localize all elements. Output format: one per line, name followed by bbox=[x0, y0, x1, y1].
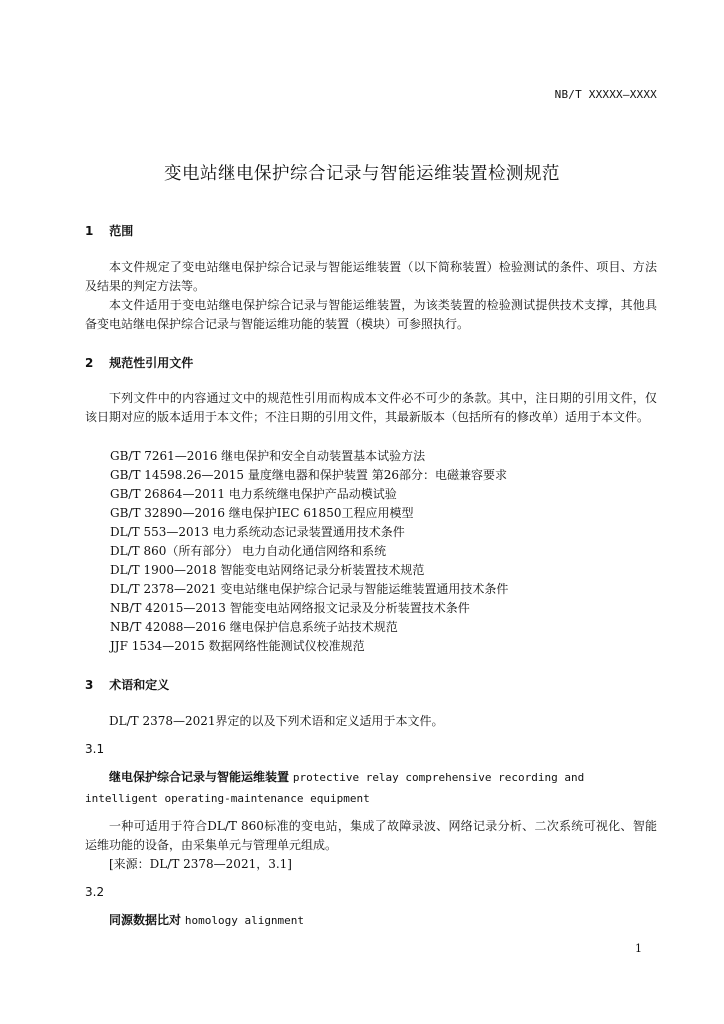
reference-item: DL/T 2378—2021 变电站继电保护综合记录与智能运维装置通用技术条件 bbox=[110, 582, 509, 596]
standard-number: NB/T XXXXX—XXXX bbox=[554, 88, 657, 101]
reference-item: NB/T 42088—2016 继电保护信息系统子站技术规范 bbox=[110, 620, 398, 634]
section-1-heading bbox=[85, 222, 133, 239]
section-number: 3 bbox=[85, 678, 94, 692]
term-english: homology alignment bbox=[184, 914, 305, 927]
term-entry bbox=[85, 767, 657, 809]
term-number: 3.1 bbox=[85, 742, 105, 756]
reference-item: DL/T 1900—2018 智能变电站网络记录分析装置技术规范 bbox=[110, 563, 425, 577]
term-entry bbox=[85, 910, 657, 931]
references-intro: 下列文件中的内容通过文中的规范性引用而构成本文件必不可少的条款。其中，注日期的引用文件，仅该日期对应的版本适用于本文件；不注日期的引用文件，其最新版本（包括所有的修改单）适用于本文件。 bbox=[85, 391, 657, 424]
scope-paragraph-1: 本文件规定了变电站继电保护综合记录与智能运维装置（以下简称装置）检验测试的条件、项目、方法及结果的判定方法等。 bbox=[85, 260, 657, 293]
section-number: 1 bbox=[85, 224, 94, 238]
term-english: protective relay comprehensive recording and intelligent operating-maintenance equipment bbox=[85, 771, 585, 805]
term-chinese: 同源数据比对 bbox=[109, 913, 182, 927]
reference-item: GB/T 32890—2016 继电保护IEC 61850工程应用模型 bbox=[110, 506, 414, 520]
term-chinese: 继电保护综合记录与智能运维装置 bbox=[109, 770, 290, 784]
section-title: 术语和定义 bbox=[109, 678, 170, 692]
term-source: [来源：DL/T 2378—2021，3.1] bbox=[109, 857, 292, 871]
scope-paragraph-2: 本文件适用于变电站继电保护综合记录与智能运维装置，为该类装置的检验测试提供技术支撑，其他具备变电站继电保护综合记录与智能运维功能的装置（模块）可参照执行。 bbox=[85, 298, 657, 331]
term-definition: 一种可适用于符合DL/T 860标准的变电站，集成了故障录波、网络记录分析、二次系统可视化、智能运维功能的设备，由采集单元与管理单元组成。 bbox=[85, 819, 657, 852]
reference-item: GB/T 26864—2011 电力系统继电保护产品动模试验 bbox=[110, 487, 397, 501]
reference-item: NB/T 42015—2013 智能变电站网络报文记录及分析装置技术条件 bbox=[110, 601, 470, 615]
term-number: 3.2 bbox=[85, 885, 105, 899]
section-number: 2 bbox=[85, 356, 94, 370]
reference-item: DL/T 860（所有部分） 电力自动化通信网络和系统 bbox=[110, 544, 387, 558]
section-2-heading bbox=[85, 354, 193, 371]
reference-item: JJF 1534—2015 数据网络性能测试仪校准规范 bbox=[110, 639, 365, 653]
section-3-heading bbox=[85, 676, 169, 693]
reference-item: DL/T 553—2013 电力系统动态记录装置通用技术条件 bbox=[110, 525, 405, 539]
document-title: 变电站继电保护综合记录与智能运维装置检测规范 bbox=[164, 164, 560, 184]
reference-item: GB/T 7261—2016 继电保护和安全自动装置基本试验方法 bbox=[110, 449, 426, 463]
reference-item: GB/T 14598.26—2015 量度继电器和保护装置 第26部分：电磁兼容要求 bbox=[110, 468, 507, 482]
section-title: 规范性引用文件 bbox=[109, 356, 194, 370]
terms-intro: DL/T 2378—2021界定的以及下列术语和定义适用于本文件。 bbox=[109, 714, 444, 728]
page-number: 1 bbox=[635, 942, 642, 955]
section-title: 范围 bbox=[109, 224, 134, 238]
